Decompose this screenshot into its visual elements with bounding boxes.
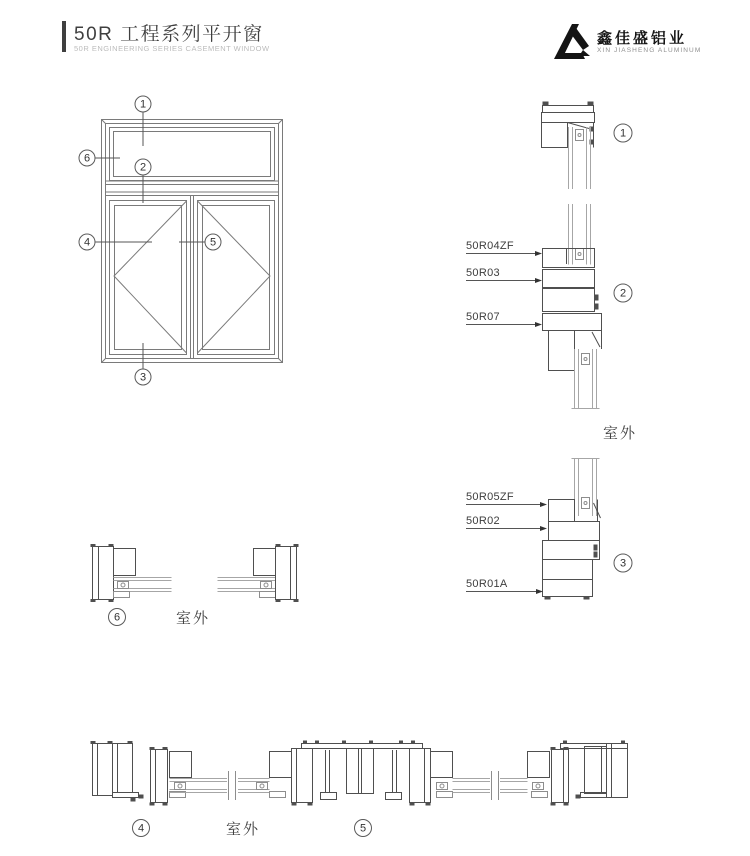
svg-text:2: 2 <box>139 161 147 174</box>
callout-elevation-5 <box>205 234 221 250</box>
svg-text:4: 4 <box>83 236 91 249</box>
sheet-subtitle: 50R ENGINEERING SERIES CASEMENT WINDOW <box>74 44 270 53</box>
svg-text:1: 1 <box>619 127 627 140</box>
callout-elevation-3 <box>135 369 151 385</box>
outdoor-label-top: 室外 <box>602 425 638 442</box>
callout-elevation-4 <box>79 234 95 250</box>
profile-label: 50R05ZF <box>466 491 514 503</box>
svg-text:1: 1 <box>139 98 147 111</box>
callout-section-6 <box>109 609 126 626</box>
svg-text:3: 3 <box>139 371 147 384</box>
svg-text:3: 3 <box>619 557 627 570</box>
profile-label: 50R04ZF <box>466 240 514 252</box>
outdoor-label-bottom: 室外 <box>225 821 261 838</box>
callout-section-4 <box>133 820 150 837</box>
brand-name: 鑫佳盛铝业 <box>597 30 688 47</box>
section-detail-fixed-jambs <box>91 544 299 627</box>
callout-section-2 <box>614 284 632 302</box>
svg-text:5: 5 <box>209 236 217 249</box>
callout-section-1 <box>614 124 632 142</box>
profile-label: 50R07 <box>466 311 500 323</box>
svg-text:6: 6 <box>113 611 121 624</box>
section-detail-head <box>542 102 633 265</box>
outdoor-label-middle: 室外 <box>175 610 211 627</box>
callout-section-5 <box>355 820 372 837</box>
profile-label: 50R03 <box>466 267 500 279</box>
svg-text:6: 6 <box>83 152 91 165</box>
section-detail-jamb-and-mullion <box>91 741 628 839</box>
profile-label: 50R01A <box>466 578 508 590</box>
callout-section-3 <box>614 554 632 572</box>
brand-name-en: XIN JIASHENG ALUMINUM <box>597 47 702 54</box>
callout-elevation-1 <box>135 96 151 112</box>
svg-text:5: 5 <box>359 822 367 835</box>
callout-elevation-6 <box>79 150 95 166</box>
window-elevation <box>79 96 283 385</box>
svg-text:2: 2 <box>619 287 627 300</box>
section-detail-sill <box>466 459 632 600</box>
section-detail-transom <box>466 240 637 442</box>
callout-elevation-2 <box>135 159 151 175</box>
svg-text:4: 4 <box>137 822 145 835</box>
profile-label: 50R02 <box>466 515 500 527</box>
sheet-title: 50R 工程系列平开窗 <box>74 24 264 45</box>
